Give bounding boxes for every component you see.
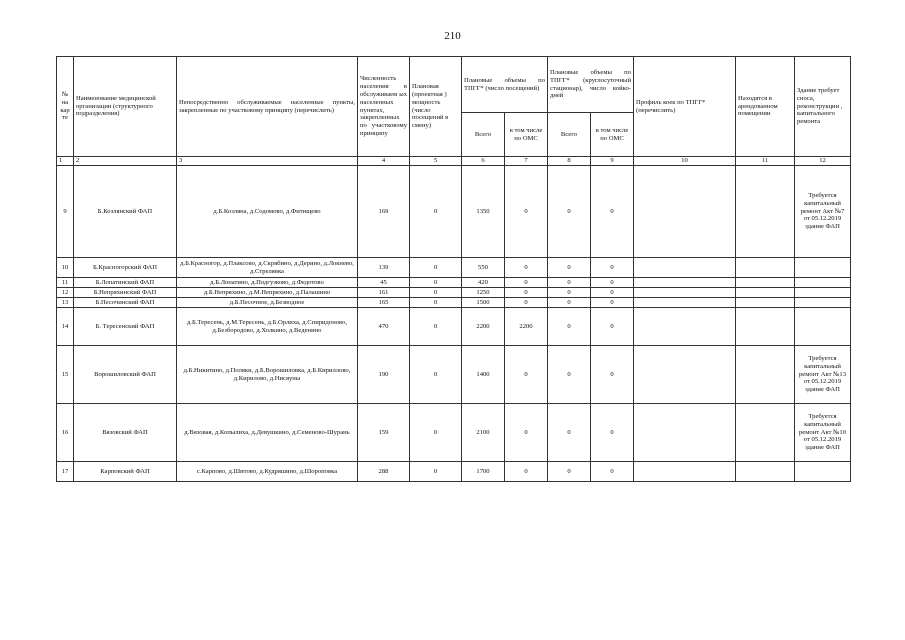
row-number: 15: [57, 346, 74, 404]
population: 159: [358, 404, 410, 462]
settlements: д.Б.Тересень, д.М.Тересень, д.Б.Орлиха, д.Спиридоново, д.Безбородово, д.Холкино, д.Веденино: [177, 308, 358, 346]
bed-profile: [634, 288, 736, 298]
visits-oms: 0: [505, 298, 548, 308]
row-number: 17: [57, 462, 74, 482]
org-name: Ворошиловский ФАП: [74, 346, 177, 404]
rented-premises: [736, 462, 795, 482]
header-building: Здание требует сноса, реконструкции , капитального ремонта: [795, 57, 851, 157]
visits-total: 1400: [462, 346, 505, 404]
visits-oms: 0: [505, 258, 548, 278]
beds-total: 0: [548, 346, 591, 404]
building-status: [795, 278, 851, 288]
rented-premises: [736, 298, 795, 308]
page-number: 210: [444, 30, 461, 42]
visits-oms: 0: [505, 346, 548, 404]
column-index: 7: [505, 157, 548, 166]
column-index: 12: [795, 157, 851, 166]
header-org: Наименование медицинской организации (структурного подразделения): [74, 57, 177, 157]
column-index: 9: [591, 157, 634, 166]
population: 45: [358, 278, 410, 288]
population: 470: [358, 308, 410, 346]
table-row: [57, 278, 851, 288]
visits-oms: 0: [505, 288, 548, 298]
visits-total: 420: [462, 278, 505, 288]
beds-total: 0: [548, 278, 591, 288]
population: 161: [358, 288, 410, 298]
row-number: 13: [57, 298, 74, 308]
org-name: Б.Непряхинский ФАП: [74, 288, 177, 298]
header-volumes-visits: Плановые объемы по ТПГГ* (число посещений): [462, 57, 548, 113]
row-number: 14: [57, 308, 74, 346]
beds-oms: 0: [591, 258, 634, 278]
table-row: [57, 288, 851, 298]
visits-total: 1250: [462, 288, 505, 298]
visits-total: 1500: [462, 298, 505, 308]
column-index: 8: [548, 157, 591, 166]
org-name: Б.Красногорский ФАП: [74, 258, 177, 278]
capacity: 0: [410, 258, 462, 278]
population: 288: [358, 462, 410, 482]
column-index: 2: [74, 157, 177, 166]
beds-oms: 0: [591, 346, 634, 404]
column-index: 3: [177, 157, 358, 166]
beds-total: 0: [548, 298, 591, 308]
rented-premises: [736, 258, 795, 278]
beds-total: 0: [548, 258, 591, 278]
table-row: [57, 462, 851, 482]
settlements: д.Б.Никитино, д.Поляки, д.Б.Ворошиловка, д.Б.Кириллово, д.Кирилово, д.Нисяуны: [177, 346, 358, 404]
visits-oms: 0: [505, 166, 548, 258]
table-row: [57, 308, 851, 346]
population: 169: [358, 166, 410, 258]
beds-total: 0: [548, 288, 591, 298]
building-status: Требуется капитальный ремонт Акт №10 от 05.12.2019 здание ФАП: [795, 404, 851, 462]
visits-total: 2200: [462, 308, 505, 346]
beds-oms: 0: [591, 298, 634, 308]
column-index: 1: [57, 157, 74, 166]
visits-total: 2100: [462, 404, 505, 462]
rented-premises: [736, 404, 795, 462]
settlements: д.Б.Песочное, д.Безводное: [177, 298, 358, 308]
beds-oms: 0: [591, 308, 634, 346]
rented-premises: [736, 288, 795, 298]
row-number: 11: [57, 278, 74, 288]
header-volumes-beds: Плановые объемы по ТПГГ* (круглосуточный стационар), число койко-дней: [548, 57, 634, 113]
table-row: [57, 258, 851, 278]
column-index: 11: [736, 157, 795, 166]
visits-oms: 0: [505, 404, 548, 462]
org-name: Б.Песочинский ФАП: [74, 298, 177, 308]
org-name: Вязовский ФАП: [74, 404, 177, 462]
row-number: 9: [57, 166, 74, 258]
org-name: Б.Козлянский ФАП: [74, 166, 177, 258]
column-index: 10: [634, 157, 736, 166]
header-profile: Профиль коек по ТПГГ* (перечислить): [634, 57, 736, 157]
beds-total: 0: [548, 166, 591, 258]
capacity: 0: [410, 462, 462, 482]
org-name: Б. Тересенский ФАП: [74, 308, 177, 346]
facility-table: [56, 56, 851, 482]
visits-total: 550: [462, 258, 505, 278]
building-status: [795, 288, 851, 298]
building-status: Требуется капитальный ремонт Акт №13 от 05.12.2019 здание ФАП: [795, 346, 851, 404]
settlements: д.Б.Лопатино, д.Подгузково, д.Федотово: [177, 278, 358, 288]
capacity: 0: [410, 278, 462, 288]
column-index: 6: [462, 157, 505, 166]
rented-premises: [736, 278, 795, 288]
capacity: 0: [410, 298, 462, 308]
beds-total: 0: [548, 308, 591, 346]
header-beds-total: Всего: [548, 113, 591, 157]
building-status: [795, 462, 851, 482]
settlements: д.Б.Козляна, д.Содомово, д.Фитищево: [177, 166, 358, 258]
building-status: [795, 308, 851, 346]
building-status: [795, 258, 851, 278]
bed-profile: [634, 258, 736, 278]
population: 139: [358, 258, 410, 278]
beds-total: 0: [548, 404, 591, 462]
table-row: [57, 404, 851, 462]
bed-profile: [634, 166, 736, 258]
header-population: Численность населения в обслуживаем ых населенных пунктах, закрепленных по участковому принципу: [358, 57, 410, 157]
population: 190: [358, 346, 410, 404]
population: 165: [358, 298, 410, 308]
header-visits-total: Всего: [462, 113, 505, 157]
building-status: [795, 298, 851, 308]
beds-oms: 0: [591, 404, 634, 462]
capacity: 0: [410, 166, 462, 258]
beds-oms: 0: [591, 278, 634, 288]
visits-oms: 0: [505, 278, 548, 288]
row-number: 12: [57, 288, 74, 298]
header-visits-oms: в том числе по ОМС: [505, 113, 548, 157]
bed-profile: [634, 404, 736, 462]
capacity: 0: [410, 404, 462, 462]
header-capacity: Плановая (проектная ) мощность (число посещений в смену): [410, 57, 462, 157]
header-beds-oms: в том числе по ОМС: [591, 113, 634, 157]
visits-total: 1700: [462, 462, 505, 482]
rented-premises: [736, 166, 795, 258]
visits-oms: 0: [505, 462, 548, 482]
org-name: Карповский ФАП: [74, 462, 177, 482]
column-index: 4: [358, 157, 410, 166]
capacity: 0: [410, 308, 462, 346]
column-index: 5: [410, 157, 462, 166]
beds-total: 0: [548, 462, 591, 482]
bed-profile: [634, 298, 736, 308]
bed-profile: [634, 278, 736, 288]
visits-total: 1350: [462, 166, 505, 258]
table-row: [57, 346, 851, 404]
header-rented: Находятся в арендованном помещении: [736, 57, 795, 157]
rented-premises: [736, 308, 795, 346]
column-index-row: [57, 157, 851, 166]
visits-oms: 2200: [505, 308, 548, 346]
capacity: 0: [410, 288, 462, 298]
beds-oms: 0: [591, 462, 634, 482]
header-num: № на кар те: [57, 57, 74, 157]
table-row: [57, 298, 851, 308]
header-settlements: Непосредственно обслуживаемые населенные пункты, закрепленные по участковому принципу (перечислить): [177, 57, 358, 157]
settlements: д.Вязовая, д.Копылиха, д.Девушкино, д.Семеново-Шурань: [177, 404, 358, 462]
building-status: Требуется капитальный ремонт Акт №7 от 05.12.2019 здание ФАП: [795, 166, 851, 258]
bed-profile: [634, 346, 736, 404]
settlements: д.Б.Непряхино, д.М.Непряхино, д.Палашино: [177, 288, 358, 298]
settlements: с.Карпово, д.Шитово, д.Кудряшино, д.Шороповка: [177, 462, 358, 482]
bed-profile: [634, 308, 736, 346]
rented-premises: [736, 346, 795, 404]
beds-oms: 0: [591, 288, 634, 298]
org-name: Б.Лопатинский ФАП: [74, 278, 177, 288]
table-row: [57, 166, 851, 258]
row-number: 16: [57, 404, 74, 462]
row-number: 10: [57, 258, 74, 278]
capacity: 0: [410, 346, 462, 404]
bed-profile: [634, 462, 736, 482]
settlements: д.Б.Красногор, д.Плаксово, д.Скрябино, д.Дерино, д.Локнево, д.Стрелявка: [177, 258, 358, 278]
beds-oms: 0: [591, 166, 634, 258]
